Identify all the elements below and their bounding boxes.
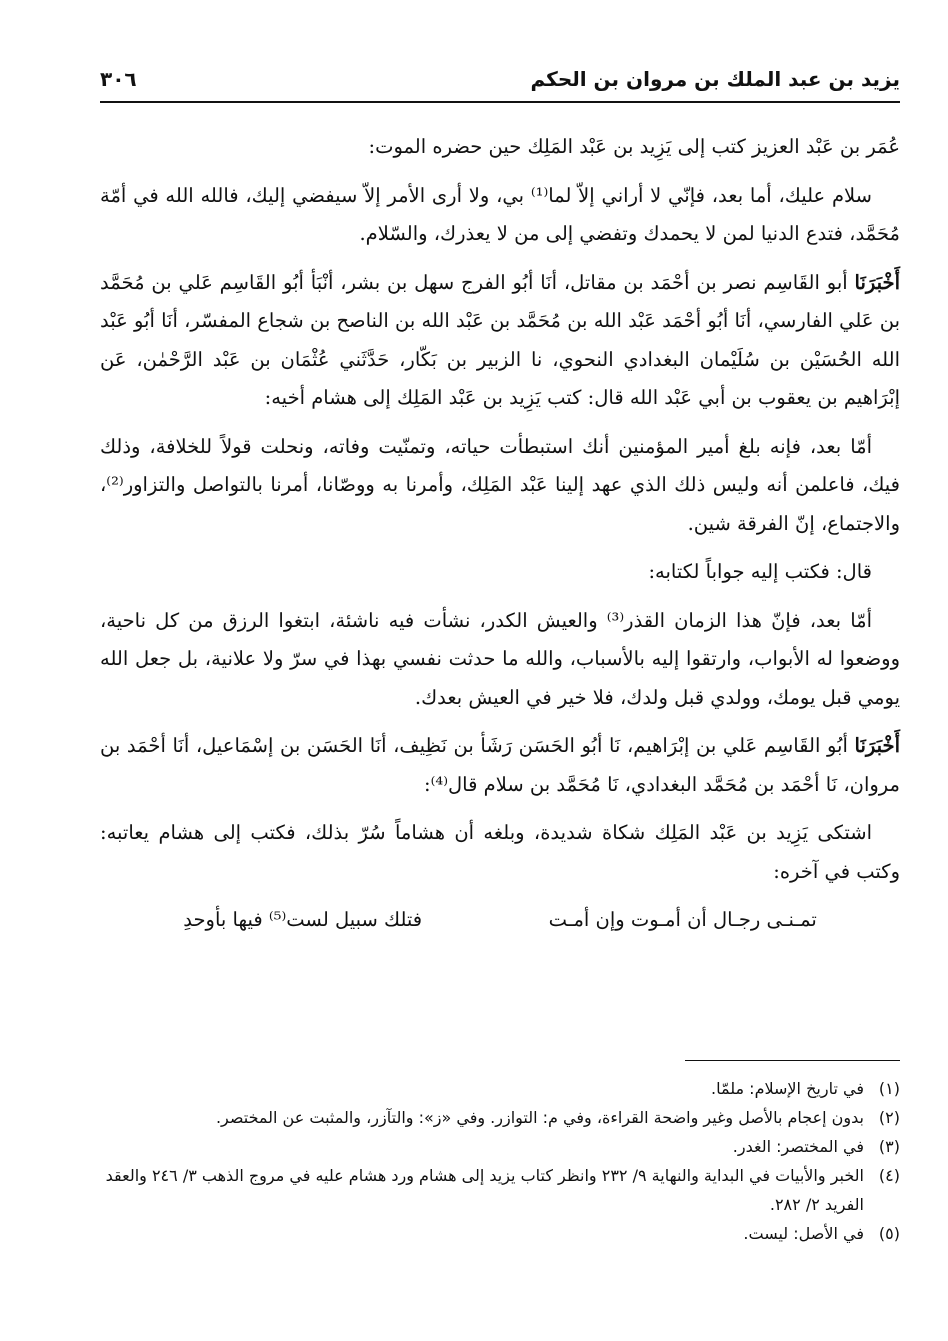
paragraph: اشتكى يَزِيد بن عَبْد المَلِك شكاة شديدة، وبلغه أن هشاماً سُرّ بذلك، فكتب إلى هشام يعاتبه: وكتب في آخره: xyxy=(100,821,900,883)
footnote: (٥) في الأصل: ليست. xyxy=(743,1224,900,1243)
paragraph: أَخْبَرَنَا أبُو القَاسِم عَلي بن إبْرَاهيم، نَا أبُو الحَسَن رَشَأ بن نَظِيف، أنَا الحَسَن بن إسْمَاعيل، أنَا أحْمَد بن مروان، نَا أحْمَد بن مُحَمَّد البغدادي، نَا مُحَمَّد بن سلام قال⁽⁴⁾: xyxy=(100,734,900,796)
paragraph: أمّا بعد، فإنه بلغ أمير المؤمنين أنك استبطأت حياته، وتمنّيت وفاته، ونحلت قولاً للخلافة، وذلك فيك، فاعلمن أنه وليس ذلك الذي عهد إلينا عَبْد المَلِك، وأمرنا به ووصّانا، أمرنا بالتواصل والتزاور⁽²⁾، والاجتماع، إنّ الفرقة شين. xyxy=(100,434,900,535)
footnote: (٤) الخبر والأبيات في البداية والنهاية ٩/ ٢٣٢ وانظر كتاب يزيد إلى هشام ورد هشام عليه في مروج الذهب ٣/ ٢٤٦ والعقد الفريد ٢/ ٢٨٢. xyxy=(105,1166,900,1214)
page-header xyxy=(100,58,900,100)
poem-verse xyxy=(100,901,900,940)
footnote-rule xyxy=(685,1060,900,1061)
akhbarana-lead: أَخْبَرَنَا xyxy=(854,734,900,757)
header-rule xyxy=(100,101,900,103)
verse-second-hemistich: فتلك سبيل لست⁽⁵⁾ فيها بأوحدِ xyxy=(183,908,423,931)
footnote: (١) في تاريخ الإسلام: ملمّا. xyxy=(711,1079,900,1098)
page-number: ٣٠٦ xyxy=(100,67,137,91)
paragraph: سلام عليك، أما بعد، فإنّي لا أراني إلاّ لما⁽¹⁾ بي، ولا أرى الأمر إلاّ سيفضي إليك، فالله الله في أمّة مُحَمَّد، فتدع الدنيا لمن لا يحمدك وتفضي إلى من لا يعذرك، والسّلام. xyxy=(100,183,900,245)
paragraph: أَخْبَرَنَا أبو القَاسِم نصر بن أحْمَد بن مقاتل، أنَا أبُو الفرج سهل بن بشر، أنْبَأ أبُو القَاسِم عَلي بن مُحَمَّد بن عَلي الفارسي، أنَا أبُو أحْمَد عَبْد الله بن مُحَمَّد بن عَبْد الله بن الناصح بن شجاع المفسّر، أنَا أبُو عَبْد الله الحُسَيْن بن سُلَيْمان البغدادي النحوي، نا الزبير بن بَكّار، حَدَّثَني عُثْمَان بن عَبْد الرَّحْمٰن، عَن إبْرَاهيم بن يعقوب بن أبي عَبْد الله قال: كتب يَزِيد بن عَبْد المَلِك إلى هشام أخيه: xyxy=(100,270,900,409)
footnotes xyxy=(100,1074,900,1248)
footnote: (٣) في المختصر: الغدر. xyxy=(732,1137,900,1156)
main-text xyxy=(100,128,900,940)
paragraph: قال: فكتب إليه جواباً لكتابه: xyxy=(648,560,872,583)
running-title: يزيد بن عبد الملك بن مروان بن الحكم xyxy=(530,67,900,91)
verse-first-hemistich: تمـنـى رجـال أن أمـوت وإن أمـت xyxy=(548,908,817,931)
paragraph: أمّا بعد، فإنّ هذا الزمان القذر⁽³⁾ والعيش الكدر، نشأت فيه ناشئة، ابتغوا الرزق من كل ناحية، ووضعوا له الأبواب، وارتقوا إليه بالأسباب، والله ما حدثت نفسي بهذا في سرّ ولا علانية، بل جعل الله يومي قبل يومك، وولدي قبل ولدك، فلا خير في العيش بعدك. xyxy=(100,608,900,709)
footnote: (٢) بدون إعجام بالأصل وغير واضحة القراءة، وفي م: التوازر. وفي «ز»: والتآزر، والمثبت عن المختصر. xyxy=(215,1108,900,1127)
akhbarana-lead: أَخْبَرَنَا xyxy=(854,270,900,294)
paragraph: عُمَر بن عَبْد العزيز كتب إلى يَزِيد بن عَبْد المَلِك حين حضره الموت: xyxy=(368,135,900,158)
